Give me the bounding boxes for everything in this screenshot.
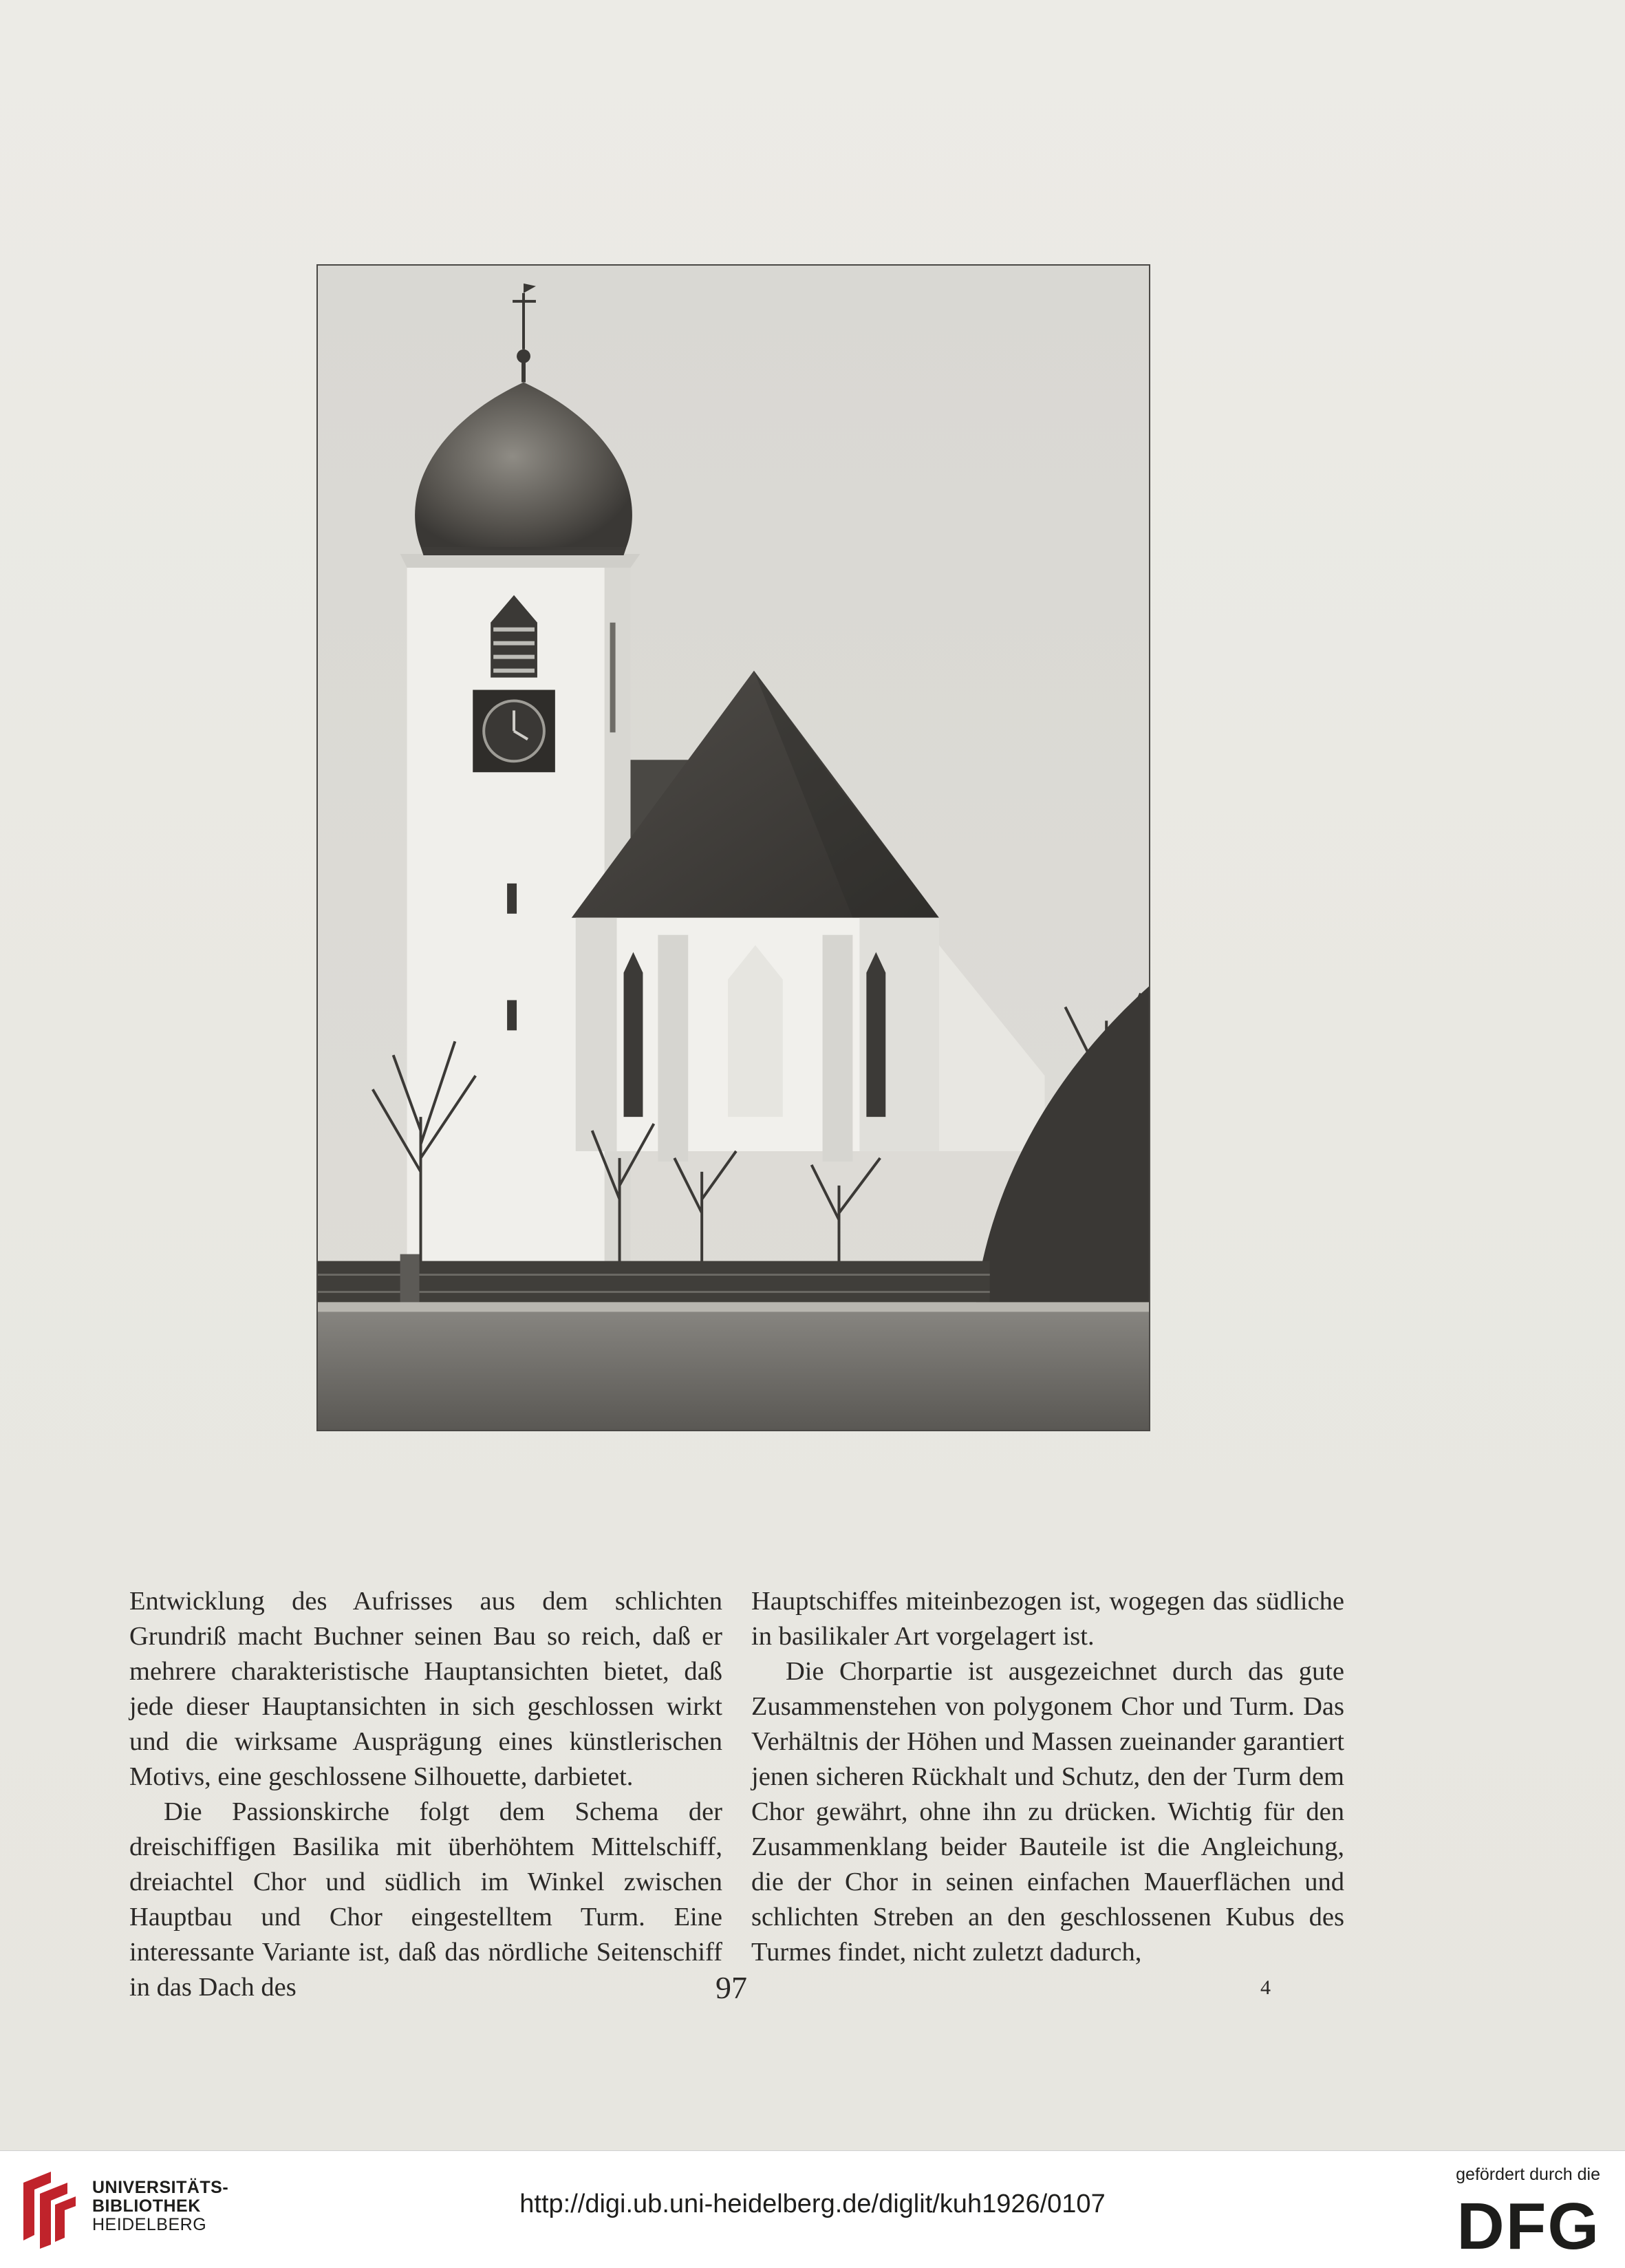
text-column-right	[751, 1584, 1344, 1970]
signature-mark: 4	[1260, 1976, 1271, 1999]
library-name-line: HEIDELBERG	[92, 2215, 207, 2234]
permalink-url[interactable]: http://digi.ub.uni-heidelberg.de/diglit/kuh1926/0107	[519, 2190, 1106, 2218]
church-photograph	[316, 264, 1150, 1431]
page-number: 97	[715, 1970, 747, 2005]
library-name-line: BIBLIOTHEK	[92, 2196, 201, 2216]
library-name-line: UNIVERSITÄTS-	[92, 2178, 229, 2197]
funding-caption: gefördert durch die	[1456, 2165, 1600, 2184]
paragraph: Entwicklung des Aufrisses aus dem schlichten Grundriß macht Buchner seinen Bau so reich, daß er mehrere charakteristische Hauptansichten bietet, daß jede dieser Hauptansichten in sich geschlossen wirkt und die wirksame Ausprägung eines künstlerischen Motivs, eine geschlossene Silhouette, darbietet.	[129, 1587, 722, 1791]
digitization-footer	[0, 2150, 1625, 2268]
paragraph: Die Chorpartie ist ausgezeichnet durch das gute Zusammenstehen von polygonem Chor und Turm. Das Verhältnis der Höhen und Massen zueinander garantiert jenen sicheren Rückhalt und Schutz, den der Turm dem Chor gewährt, ohne ihn zu drücken. Wichtig für den Zusammenklang beider Bauteile ist die Angleichung, die der Chor in seinen einfachen Mauerflächen und schlichten Streben an den geschlossenen Kubus des Turmes findet, nicht zuletzt dadurch,	[751, 1657, 1344, 1967]
church-photograph-drawing	[318, 266, 1149, 1430]
dfg-logo: DFG	[1456, 2190, 1600, 2263]
paragraph: Die Passionskirche folgt dem Schema der dreischiffigen Basilika mit überhöhtem Mittelschiff, dreiachtel Chor und südlich im Winkel zwischen Hauptbau und Chor eingestelltem Turm. Eine interessante Variante ist, daß das nördliche Seitenschiff in das Dach des	[129, 1797, 722, 2002]
text-column-left	[129, 1584, 722, 2005]
paragraph: Hauptschiffes miteinbezogen ist, wogegen das südliche in basilikaler Art vorgelagert ist.	[751, 1587, 1344, 1651]
